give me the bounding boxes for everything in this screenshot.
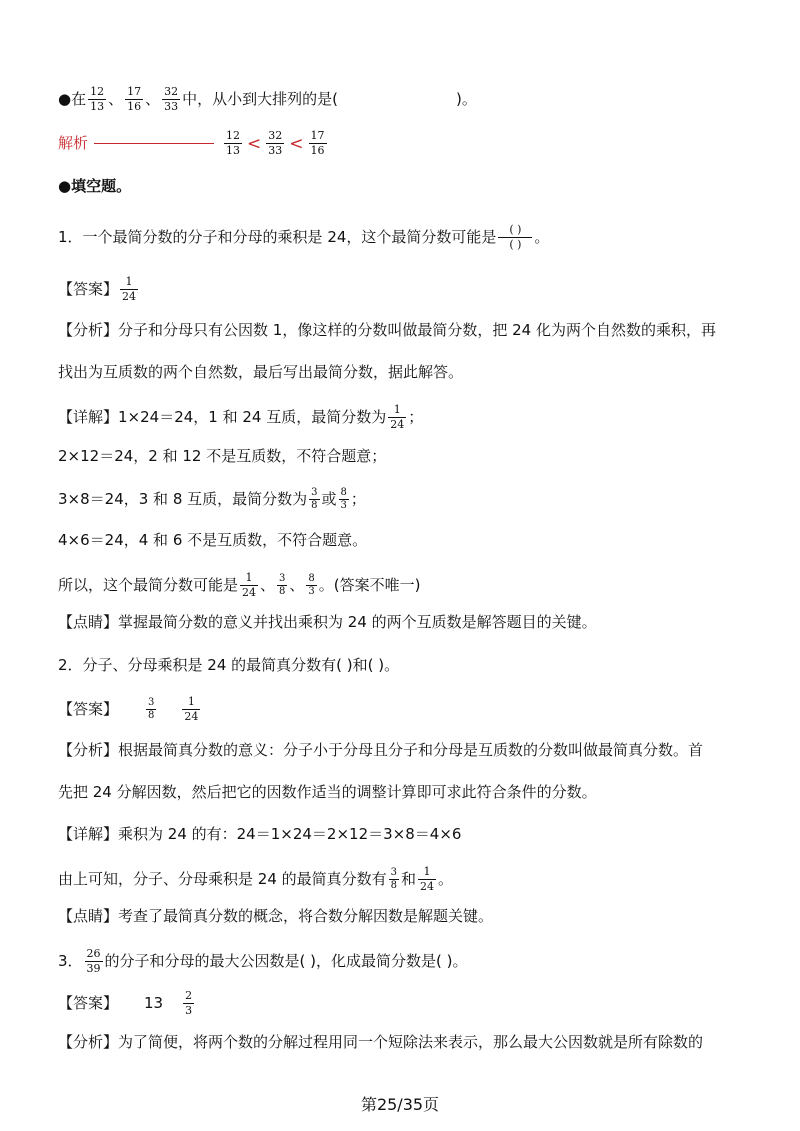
analysis-line: 解析 $\frac{12}{13}$ < $\frac{32}{33}$ < $\frac{17}{16}$ [58,129,325,157]
fraction: $\frac{3}{8}$ [390,867,398,891]
q1-analysis-cont: 找出为互质数的两个自然数，最后写出最简分数，据此解答。 [58,363,464,381]
fraction: $\frac{26}{39}$ [86,947,101,975]
fraction: $\frac{8}{3}$ [308,573,315,597]
q2-note: 【点睛】考查了最简真分数的概念，将合数分解因数是解题关键。 [58,907,494,925]
q1-detail-4: 4×6＝24，4 和 6 不是互质数，不符合题意。 [58,531,368,549]
q2-detail-2: 由上可知，分子、分母乘积是 24 的最简真分数有 $\frac{3}{8}$ 和 $\frac{1}{24}$ 。 [58,865,454,893]
q2-detail: 【详解】乘积为 24 的有：24＝1×24＝2×12＝3×8＝4×6 [58,825,462,843]
q1-detail-3: 3×8＝24，3 和 8 互质，最简分数为 $\frac{3}{8}$ 或 $\frac{8}{3}$ ； [58,487,366,511]
fraction: $\frac{1}{24}$ [390,403,405,431]
fraction: $\frac{1}{24}$ [420,865,435,893]
page-number: 第25/35页 [360,1095,440,1114]
fraction: $\frac{12}{13}$ [90,85,105,113]
analysis-label: 解析 [58,134,89,152]
q2-question: 2．分子、分母乘积是 24 的最简真分数有( )和( )。 [58,656,400,674]
intro-question: ●在 $\frac{12}{13}$ 、 $\frac{17}{16}$ 、 $\frac{32}{33}$ 中，从小到大排列的是( )。 [58,85,477,113]
q3-answer: 【答案】 13 $\frac{2}{3}$ [58,989,193,1017]
fraction: $\frac{8}{3}$ [340,487,347,511]
fraction: $\frac{32}{33}$ [164,85,179,113]
fraction: $\frac{17}{16}$ [310,129,325,157]
fraction: $\frac{1}{24}$ [242,571,257,599]
divider [94,143,214,144]
fraction: $\frac{3}{8}$ [311,487,318,511]
fraction: $\frac{17}{16}$ [127,85,142,113]
fraction: $\frac{2}{3}$ [185,989,193,1017]
q2-analysis-cont: 先把 24 分解因数，然后把它的因数作适当的调整计算即可求此符合条件的分数。 [58,783,597,801]
fraction: $\frac{3}{8}$ [148,697,155,721]
q1-detail: 【详解】1×24＝24，1 和 24 互质，最简分数为 $\frac{1}{24}$ ； [58,403,424,431]
fraction: $\frac{32}{33}$ [268,129,283,157]
bullet-icon: ● [58,90,72,108]
q1-conclusion: 所以，这个最简分数可能是 $\frac{1}{24}$ 、 $\frac{3}{8}$ 、 $\frac{8}{3}$ 。(答案不唯一) [58,571,421,599]
fraction: $\frac{1}{24}$ [122,275,137,303]
q3-question: 3． $\frac{26}{39}$ 的分子和分母的最大公因数是( )，化成最简分数是( )。 [58,947,468,975]
fraction: $\frac{1}{24}$ [184,695,199,723]
q1-answer: 【答案】 $\frac{1}{24}$ [58,275,137,303]
q2-analysis: 【分析】根据最简真分数的意义：分子小于分母且分子和分母是互质数的分数叫做最简真分数。首 [58,741,704,759]
q1-note: 【点睛】掌握最简分数的意义并找出乘积为 24 的两个互质数是解答题目的关键。 [58,613,597,631]
q1-detail-2: 2×12＝24，2 和 12 不是互质数，不符合题意； [58,447,387,465]
answer-blank: $\frac{( )}{( )}$ [498,224,532,251]
section-title: ●填空题。 [58,177,132,195]
fraction: $\frac{12}{13}$ [226,129,241,157]
q1-question: 1．一个最简分数的分子和分母的乘积是 24，这个最简分数可能是 $\frac{( )}{( )}$ 。 [58,223,550,251]
q2-answer: 【答案】 $\frac{3}{8}$ $\frac{1}{24}$ [58,695,199,723]
fraction: $\frac{3}{8}$ [279,573,286,597]
q1-analysis: 【分析】分子和分母只有公因数 1，像这样的分数叫做最简分数，把 24 化为两个自然数的乘积，再 [58,321,716,339]
q3-analysis: 【分析】为了简便，将两个数的分解过程用同一个短除法来表示，那么最大公因数就是所有除数的 [58,1033,704,1051]
